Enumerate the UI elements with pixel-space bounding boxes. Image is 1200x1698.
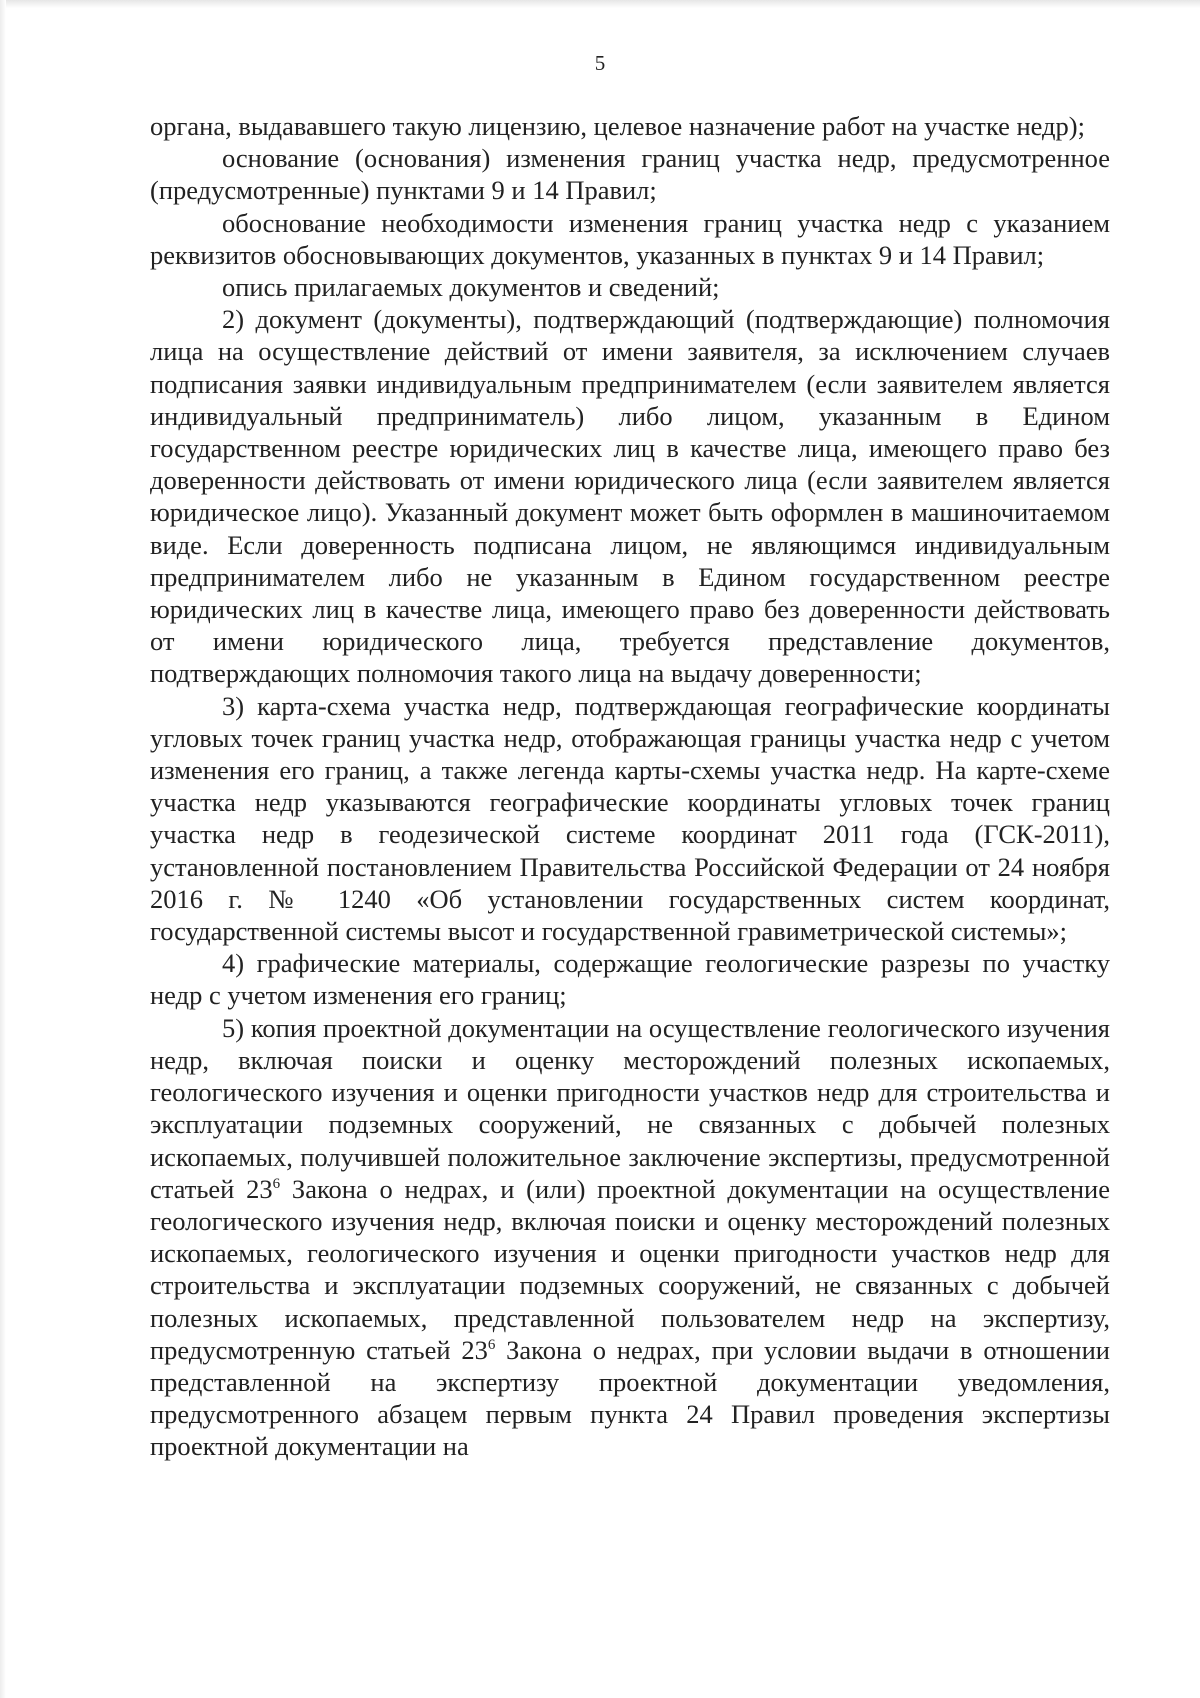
scan-edge-top xyxy=(0,0,1200,8)
superscript-6: 6 xyxy=(487,1336,496,1353)
scan-edge-left xyxy=(0,0,6,1698)
item-5-text-part-2: Закона о недрах, и (или) проектной документации на осуществление геологического изучения недр, включая поиски и оценку месторождений полезных ископаемых, геологического изучения и оценки пригодности участков недр для строительства и эксплуатации подземных сооружений, не связанных с добычей полезных ископаемых, представленной пользователем недр на экспертизу, предусмотренную статьей 23 xyxy=(150,1173,1110,1365)
paragraph-justification: обоснование необходимости изменения границ участка недр с указанием реквизитов обосновывающих документов, указанных в пунктах 9 и 14 Правил; xyxy=(150,207,1110,270)
superscript-6: 6 xyxy=(272,1175,281,1192)
paragraph-item-3: 3) карта-схема участка недр, подтверждающая географические координаты угловых точек границ участка недр, отображающая границы участка недр с учетом изменения его границ, а также легенда карты-схемы участка недр. На карте-схеме участка недр указываются географические координаты угловых точек границ участка недр в геодезической системе координат 2011 года (ГСК-2011), установленной постановлением Правительства Российской Федерации от 24 ноября 2016 г. № 1240 «Об установлении государственных систем координат, государственной системы высот и государственной гравиметрической системы»; xyxy=(150,690,1110,947)
item-5-text-part-3: Закона о недрах, при условии выдачи в отношении представленной на экспертизу проектной документации уведомления, предусмотренного абзацем первым пункта 24 Правил проведения экспертизы проектной документации на xyxy=(150,1334,1110,1462)
item-5-text-part-1: 5) копия проектной документации на осуществление геологического изучения недр, включая поиски и оценку месторождений полезных ископаемых, геологического изучения и оценки пригодности участков недр для строительства и эксплуатации подземных сооружений, не связанных с добычей полезных ископаемых, получившей положительное заключение экспертизы, предусмотренной статьей 23 xyxy=(150,1012,1110,1204)
paragraph-basis: основание (основания) изменения границ участка недр, предусмотренное (предусмотренные) пунктами 9 и 14 Правил; xyxy=(150,143,1110,206)
paragraph-inventory: опись прилагаемых документов и сведений; xyxy=(222,272,720,303)
paragraph-item-5 xyxy=(150,1012,1110,1463)
paragraph-item-2: 2) документ (документы), подтверждающий (подтверждающие) полномочия лица на осуществление действий от имени заявителя, за исключением случаев подписания заявки индивидуальным предпринимателем (если заявителем является индивидуальный предприниматель) либо лицом, указанным в Едином государственном реестре юридических лиц в качестве лица, имеющего право без доверенности действовать от имени юридического лица (если заявителем является юридическое лицо). Указанный документ может быть оформлен в машиночитаемом виде. Если доверенность подписана лицом, не являющимся индивидуальным предпринимателем либо не указанным в Едином государственном реестре юридических лиц в качестве лица, имеющего право без доверенности действовать от имени юридического лица, требуется представление документов, подтверждающих полномочия такого лица на выдачу доверенности; xyxy=(150,304,1110,689)
paragraph-item-4: 4) графические материалы, содержащие геологические разрезы по участку недр с учетом изменения его границ; xyxy=(150,948,1110,1011)
page-number: 5 xyxy=(594,51,606,75)
paragraph-continuation: органа, выдававшего такую лицензию, целевое назначение работ на участке недр); xyxy=(150,111,1085,141)
document-body xyxy=(150,110,1110,1463)
